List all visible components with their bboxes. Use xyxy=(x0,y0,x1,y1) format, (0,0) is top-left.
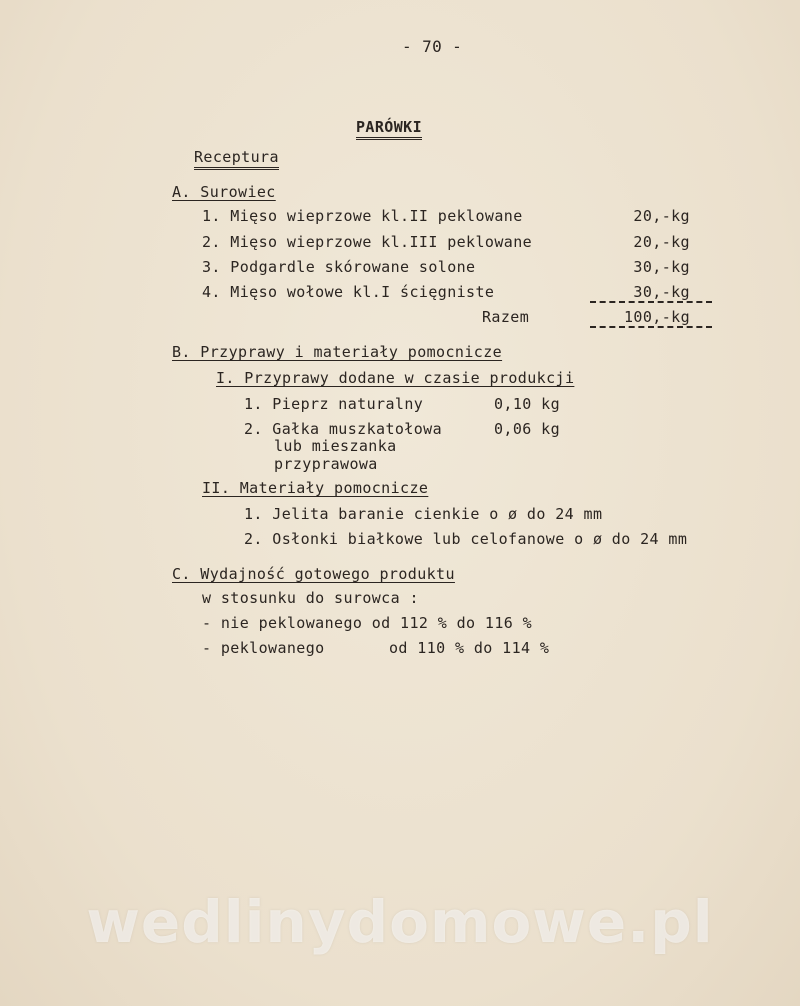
list-item: 1. Mięso wieprzowe kl.II peklowane xyxy=(202,207,523,225)
yield-line-label: - peklowanego xyxy=(202,639,325,657)
list-item-qty: 0,06 kg xyxy=(494,420,561,438)
list-item-qty: 30,-kg xyxy=(590,283,712,303)
section-c-heading: C. Wydajność gotowego produktu xyxy=(172,565,455,583)
list-item: 1. Pieprz naturalny xyxy=(244,395,424,413)
section-b-sub2-heading: II. Materiały pomocnicze xyxy=(202,479,429,497)
list-item-continuation: przyprawowa xyxy=(274,455,378,473)
list-item-qty: 20,-kg xyxy=(633,233,690,251)
list-item-qty: 30,-kg xyxy=(633,258,690,276)
watermark: wedlinydomowe.pl xyxy=(86,888,714,956)
page-number: - 70 - xyxy=(402,37,463,56)
list-item: 2. Gałka muszkatołowa xyxy=(244,420,443,438)
list-item-qty: 20,-kg xyxy=(633,207,690,225)
list-item: 3. Podgardle skórowane solone xyxy=(202,258,476,276)
section-b-sub1-heading: I. Przyprawy dodane w czasie produkcji xyxy=(216,369,575,387)
list-item: 2. Osłonki białkowe lub celofanowe o ø do 24 mm xyxy=(244,530,688,548)
section-a-heading: A. Surowiec xyxy=(172,183,276,201)
list-item: 4. Mięso wołowe kl.I ścięgniste xyxy=(202,283,495,301)
total-qty: 100,-kg xyxy=(590,308,712,328)
recipe-subtitle: Receptura xyxy=(194,148,279,166)
list-item: 2. Mięso wieprzowe kl.III peklowane xyxy=(202,233,533,251)
section-b-heading: B. Przyprawy i materiały pomocnicze xyxy=(172,343,503,361)
yield-line-value: od 110 % do 114 % xyxy=(389,639,550,657)
yield-intro: w stosunku do surowca : xyxy=(202,589,419,607)
yield-line: - nie peklowanego od 112 % do 116 % xyxy=(202,614,533,632)
document-title: PARÓWKI xyxy=(356,118,422,136)
list-item: 1. Jelita baranie cienkie o ø do 24 mm xyxy=(244,505,603,523)
list-item-continuation: lub mieszanka xyxy=(274,437,397,455)
list-item-qty: 0,10 kg xyxy=(494,395,561,413)
total-label: Razem xyxy=(482,308,530,326)
